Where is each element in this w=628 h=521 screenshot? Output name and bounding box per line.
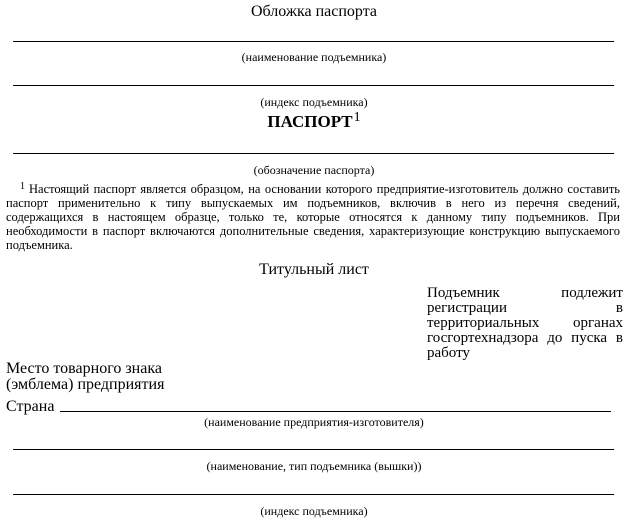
registration-note-line: регистрации в bbox=[427, 300, 623, 316]
lift-index-line bbox=[13, 85, 614, 86]
caption-lift-name: (наименование подъемника) bbox=[241, 50, 387, 64]
caption-title-lift-index: (индекс подъемника) bbox=[260, 504, 368, 518]
country-label: Страна bbox=[6, 398, 55, 415]
footnote-mark: 1 bbox=[20, 181, 25, 192]
country-line bbox=[60, 411, 611, 412]
lift-name-type-line bbox=[13, 449, 614, 450]
trademark-line: (эмблема) предприятия bbox=[6, 376, 165, 393]
registration-note-line: территориальных органах bbox=[427, 315, 623, 331]
passport-title-text: ПАСПОРТ bbox=[267, 112, 353, 131]
trademark-place bbox=[6, 361, 164, 393]
passport-title bbox=[0, 111, 628, 133]
footnote bbox=[6, 182, 620, 252]
registration-note bbox=[427, 286, 623, 361]
lift-name-line bbox=[13, 41, 614, 42]
trademark-line: Место товарного знака bbox=[6, 360, 162, 377]
caption-passport-designation: (обозначение паспорта) bbox=[253, 163, 375, 177]
caption-lift-name-type: (наименование, тип подъемника (вышки)) bbox=[206, 459, 422, 473]
title-sheet-heading: Титульный лист bbox=[259, 261, 369, 278]
footnote-text: Настоящий паспорт является образцом, на основании которого предприятие-изготовитель должно составить паспорт применительно к типу выпускаемых им подъемников, включив в него из перечня сведений, содержащихся в настоящем образце, только те, которые относятся к данному типу подъемников. При необходимости в паспорт включаются дополнительные сведения, характеризующие конструкцию выпускаемого подъемника. bbox=[6, 182, 620, 252]
caption-lift-index: (индекс подъемника) bbox=[260, 95, 368, 109]
registration-note-line: работу bbox=[427, 345, 470, 361]
caption-manufacturer: (наименование предприятия-изготовителя) bbox=[204, 415, 424, 429]
title-lift-index-line bbox=[13, 494, 614, 495]
registration-note-line: Подъемник подлежит bbox=[427, 285, 623, 301]
registration-note-line: госгортехнадзора до пуска в bbox=[427, 330, 623, 346]
cover-heading: Обложка паспорта bbox=[251, 3, 377, 20]
passport-designation-line bbox=[13, 153, 614, 154]
passport-footnote-mark: 1 bbox=[353, 110, 361, 125]
